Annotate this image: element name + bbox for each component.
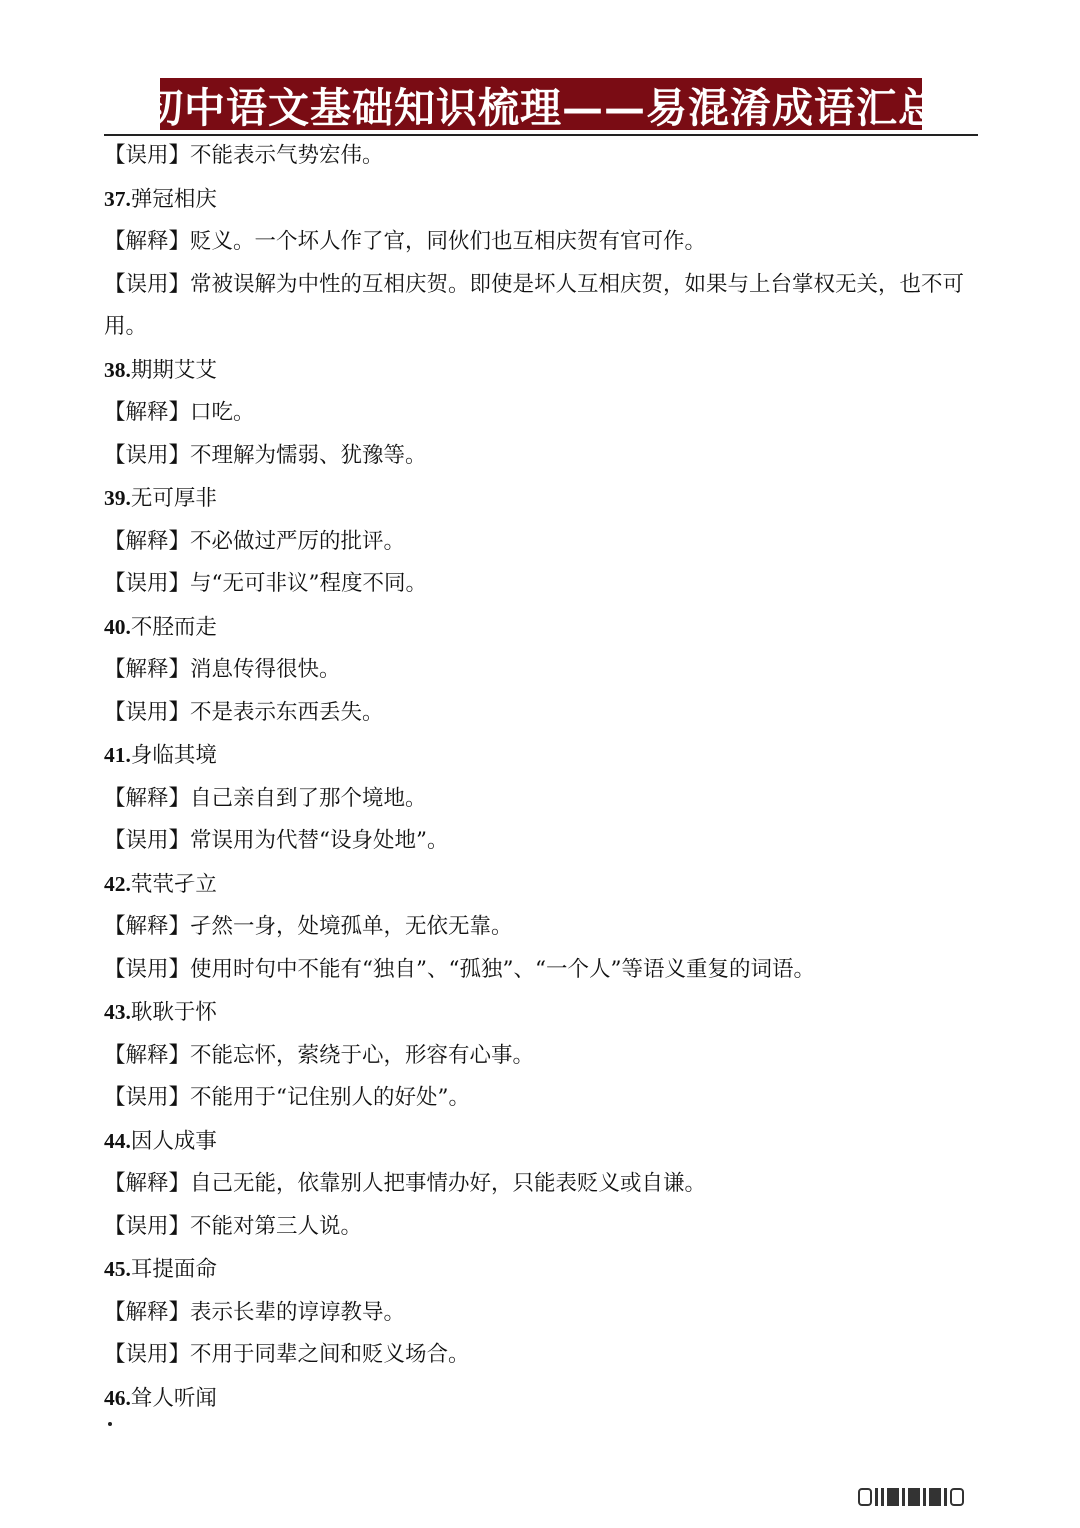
lead-misuse-line: 【误用】不能表示气势宏伟。 [104, 143, 384, 168]
divider-icon [881, 1488, 884, 1506]
divider-icon [902, 1488, 905, 1506]
entry-explain: 【解释】贬义。一个坏人作了官，同伙们也互相庆贺有官可作。 [104, 229, 707, 254]
entry-misuse: 【误用】与“无可非议”程度不同。 [104, 571, 427, 596]
entry-explain: 【解释】不能忘怀，萦绕于心，形容有心事。 [104, 1042, 535, 1068]
entry-idiom: 无可厚非 [130, 486, 217, 511]
entry-idiom: 耸人听闻 [130, 1385, 217, 1411]
entry-explain: 【解释】自己无能，依靠别人把事情办好，只能表贬义或自谦。 [104, 1171, 707, 1196]
entry-explain: 【解释】表示长辈的谆谆教导。 [104, 1299, 406, 1325]
menu-icon[interactable] [950, 1488, 964, 1506]
entry-misuse: 【误用】不能对第三人说。 [104, 1213, 363, 1239]
entry-title [104, 477, 978, 521]
entry-idiom: 因人成事 [130, 1128, 217, 1154]
viewer-toolbar [858, 1486, 1058, 1508]
entry-title [104, 1377, 978, 1421]
idiom-list [104, 135, 978, 1420]
entry-idiom: 耿耿于怀 [130, 1000, 217, 1025]
bullet-dot [108, 1422, 112, 1426]
entry-number: 46. [104, 1385, 131, 1410]
page-header [104, 74, 978, 136]
entry-number: 39. [104, 486, 131, 510]
entry-idiom: 身临其境 [130, 743, 217, 768]
entry-title [104, 1248, 978, 1292]
divider-icon [944, 1488, 947, 1506]
entry-misuse: 【误用】不用于同辈之间和贬义场合。 [104, 1342, 470, 1367]
entry-idiom: 不胫而走 [130, 614, 217, 640]
entry-explain: 【解释】消息传得很快。 [104, 657, 341, 682]
divider-icon [875, 1488, 878, 1506]
entry-misuse: 【误用】不是表示东西丢失。 [104, 699, 384, 725]
entry-misuse: 【误用】使用时句中不能有“独自”、“孤独”、“一个人”等语义重复的词语。 [104, 956, 815, 982]
scroll-indicator-icon[interactable] [908, 1488, 920, 1506]
entry-number: 42. [104, 871, 131, 896]
entry-misuse-continued: 用。 [104, 314, 148, 339]
entry-misuse: 【误用】常误用为代替“设身处地”。 [104, 828, 449, 853]
entry-number: 40. [104, 614, 131, 639]
entry-number: 45. [104, 1257, 131, 1281]
title-banner [142, 78, 940, 132]
page-icon[interactable] [858, 1488, 872, 1506]
entry-explain: 【解释】口吃。 [104, 400, 255, 425]
entry-misuse: 【误用】不能用于“记住别人的好处”。 [104, 1085, 470, 1110]
entry-number: 44. [104, 1128, 131, 1153]
entry-explain: 【解释】孑然一身，处境孤单，无依无靠。 [104, 914, 513, 939]
entry-title [104, 991, 978, 1035]
entry-number: 43. [104, 1000, 131, 1024]
page-title: 初中语文基础知识梳理——易混淆成语汇总 [142, 83, 940, 132]
entry-explain: 【解释】不必做过严厉的批评。 [104, 528, 406, 554]
scroll-indicator-icon[interactable] [929, 1488, 941, 1506]
entry-title [104, 1120, 978, 1164]
entry-idiom: 弹冠相庆 [130, 186, 217, 212]
entry-explain: 【解释】自己亲自到了那个境地。 [104, 785, 427, 811]
entry-idiom: 期期艾艾 [130, 357, 217, 383]
entry-title [104, 349, 978, 393]
entry-misuse: 【误用】不理解为懦弱、犹豫等。 [104, 442, 427, 468]
entry-title [104, 863, 978, 907]
entry-idiom: 耳提面命 [130, 1257, 217, 1282]
entry-number: 38. [104, 357, 131, 382]
entry-number: 41. [104, 743, 131, 767]
entry-title [104, 178, 978, 222]
scroll-indicator-icon[interactable] [887, 1488, 899, 1506]
entry-title [104, 606, 978, 650]
divider-icon [923, 1488, 926, 1506]
entry-idiom: 茕茕孑立 [130, 871, 217, 897]
entry-number: 37. [104, 186, 131, 211]
entry-title [104, 734, 978, 778]
entry-misuse: 【误用】常被误解为中性的互相庆贺。即使是坏人互相庆贺，如果与上台掌权无关，也不可 [104, 271, 965, 297]
